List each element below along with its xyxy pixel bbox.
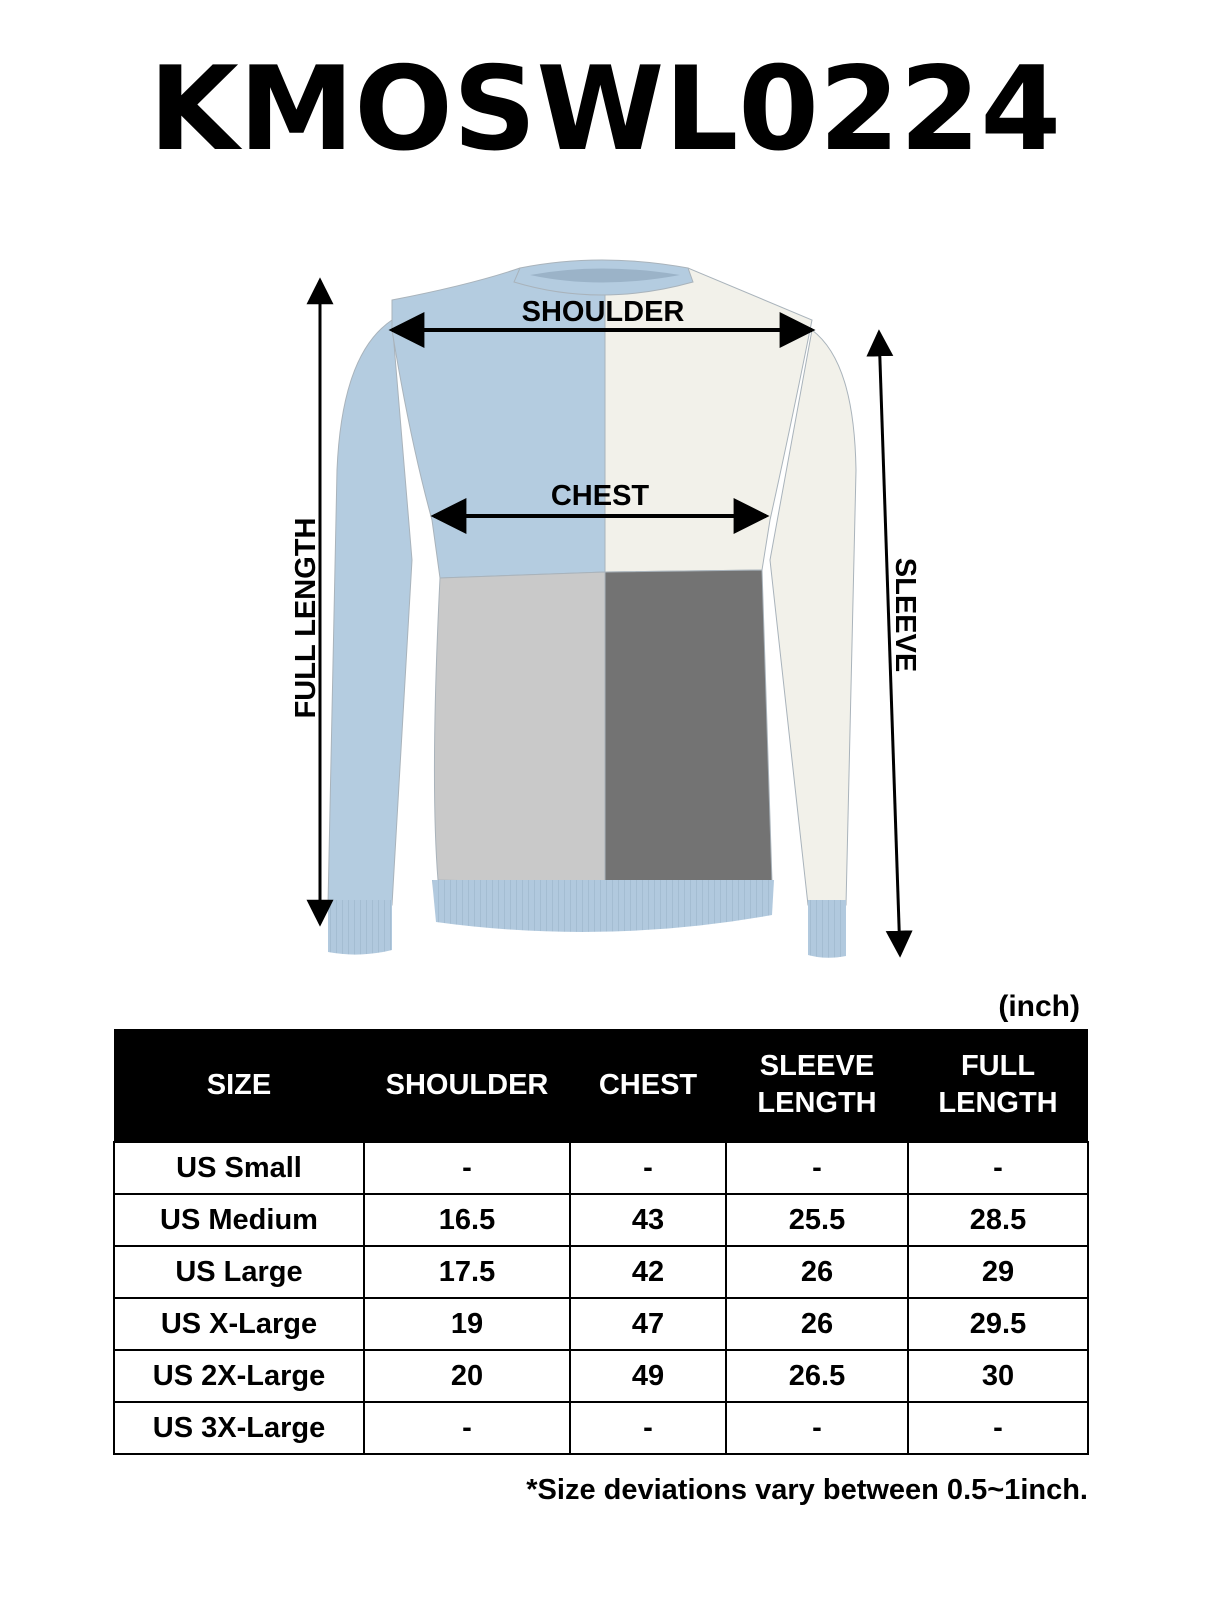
sleeve-length-cell: 26.5 — [726, 1350, 908, 1402]
header-sleeve-length — [726, 1029, 908, 1142]
shoulder-cell: 16.5 — [364, 1194, 570, 1246]
full-length-label: FULL LENGTH — [290, 517, 322, 719]
right-sleeve-cuff — [808, 900, 846, 958]
shoulder-cell: - — [364, 1142, 570, 1194]
size-deviation-note: *Size deviations vary between 0.5~1inch. — [526, 1474, 1088, 1506]
table-row — [114, 1194, 1088, 1246]
chest-cell: 49 — [570, 1350, 726, 1402]
full-length-cell: - — [908, 1402, 1088, 1454]
size-cell: US Medium — [114, 1194, 364, 1246]
chest-label: CHEST — [550, 480, 650, 512]
header-size-text: SIZE — [206, 1068, 272, 1101]
chest-cell: - — [570, 1142, 726, 1194]
table-row — [114, 1402, 1088, 1454]
table-row — [114, 1142, 1088, 1194]
header-shoulder — [364, 1029, 570, 1142]
header-full-text: FULL — [960, 1050, 1036, 1082]
shoulder-cell: - — [364, 1402, 570, 1454]
full-length-cell: 30 — [908, 1350, 1088, 1402]
full-length-cell: 28.5 — [908, 1194, 1088, 1246]
waistband — [432, 880, 774, 932]
full-length-cell: 29 — [908, 1246, 1088, 1298]
sleeve-length-cell: 26 — [726, 1298, 908, 1350]
size-cell: US Large — [114, 1246, 364, 1298]
sleeve-length-cell: - — [726, 1402, 908, 1454]
header-sleeve-length-text: LENGTH — [757, 1087, 877, 1119]
shoulder-label: SHOULDER — [521, 296, 685, 328]
header-full-length-text: LENGTH — [938, 1087, 1058, 1119]
table-row — [114, 1246, 1088, 1298]
header-full-length — [908, 1029, 1088, 1142]
table-row — [114, 1350, 1088, 1402]
size-chart-table — [113, 1029, 1089, 1455]
full-length-cell: - — [908, 1142, 1088, 1194]
product-code-title: KMOSWL0224 — [148, 42, 1062, 177]
chest-cell: 42 — [570, 1246, 726, 1298]
header-chest-text: CHEST — [598, 1068, 698, 1101]
size-cell: US 2X-Large — [114, 1350, 364, 1402]
shoulder-cell: 20 — [364, 1350, 570, 1402]
sleeve-length-cell: 25.5 — [726, 1194, 908, 1246]
size-cell: US Small — [114, 1142, 364, 1194]
header-shoulder-text: SHOULDER — [385, 1068, 549, 1101]
left-sleeve — [328, 320, 412, 905]
table-row — [114, 1298, 1088, 1350]
body-lower-right-panel — [605, 570, 772, 884]
table-header-row — [114, 1029, 1088, 1142]
unit-label: (inch) — [998, 990, 1080, 1023]
sleeve-label: SLEEVE — [889, 557, 921, 673]
header-sleeve-text: SLEEVE — [759, 1050, 875, 1082]
sleeve-length-cell: 26 — [726, 1246, 908, 1298]
left-sleeve-cuff — [328, 900, 392, 955]
header-chest — [570, 1029, 726, 1142]
size-cell: US 3X-Large — [114, 1402, 364, 1454]
chest-cell: 47 — [570, 1298, 726, 1350]
shoulder-cell: 17.5 — [364, 1246, 570, 1298]
shoulder-cell: 19 — [364, 1298, 570, 1350]
chest-cell: 43 — [570, 1194, 726, 1246]
body-lower-left-panel — [434, 572, 605, 884]
chest-cell: - — [570, 1402, 726, 1454]
sleeve-length-cell: - — [726, 1142, 908, 1194]
header-size — [114, 1029, 364, 1142]
full-length-cell: 29.5 — [908, 1298, 1088, 1350]
size-cell: US X-Large — [114, 1298, 364, 1350]
